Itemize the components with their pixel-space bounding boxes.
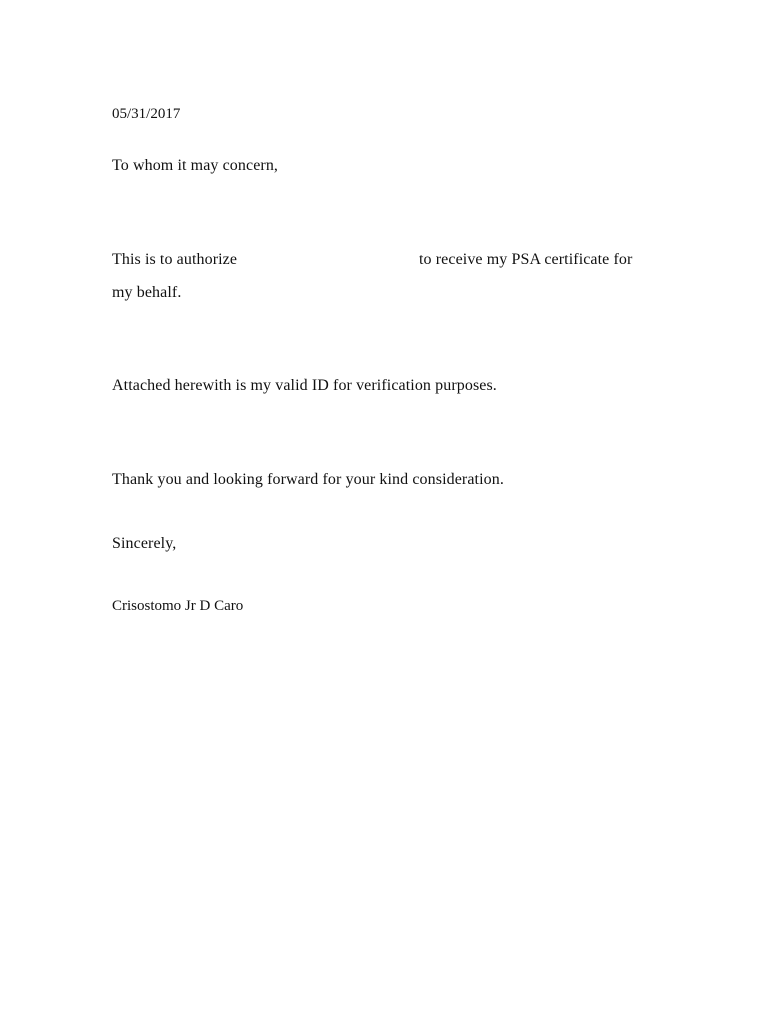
thanks-sentence: Thank you and looking forward for your kind consideration. [112,471,504,488]
letter-greeting: To whom it may concern, [112,157,279,174]
signatory-name: Crisostomo Jr D Caro [112,598,244,614]
letter-closing: Sincerely, [112,535,177,552]
authorization-line-end: to receive my PSA certificate for [419,251,633,268]
authorization-line-start: This is to authorize [112,251,238,268]
attachment-sentence: Attached herewith is my valid ID for verification purposes. [112,377,497,394]
letter-date: 05/31/2017 [112,106,181,122]
authorization-line-continued: my behalf. [112,284,182,301]
